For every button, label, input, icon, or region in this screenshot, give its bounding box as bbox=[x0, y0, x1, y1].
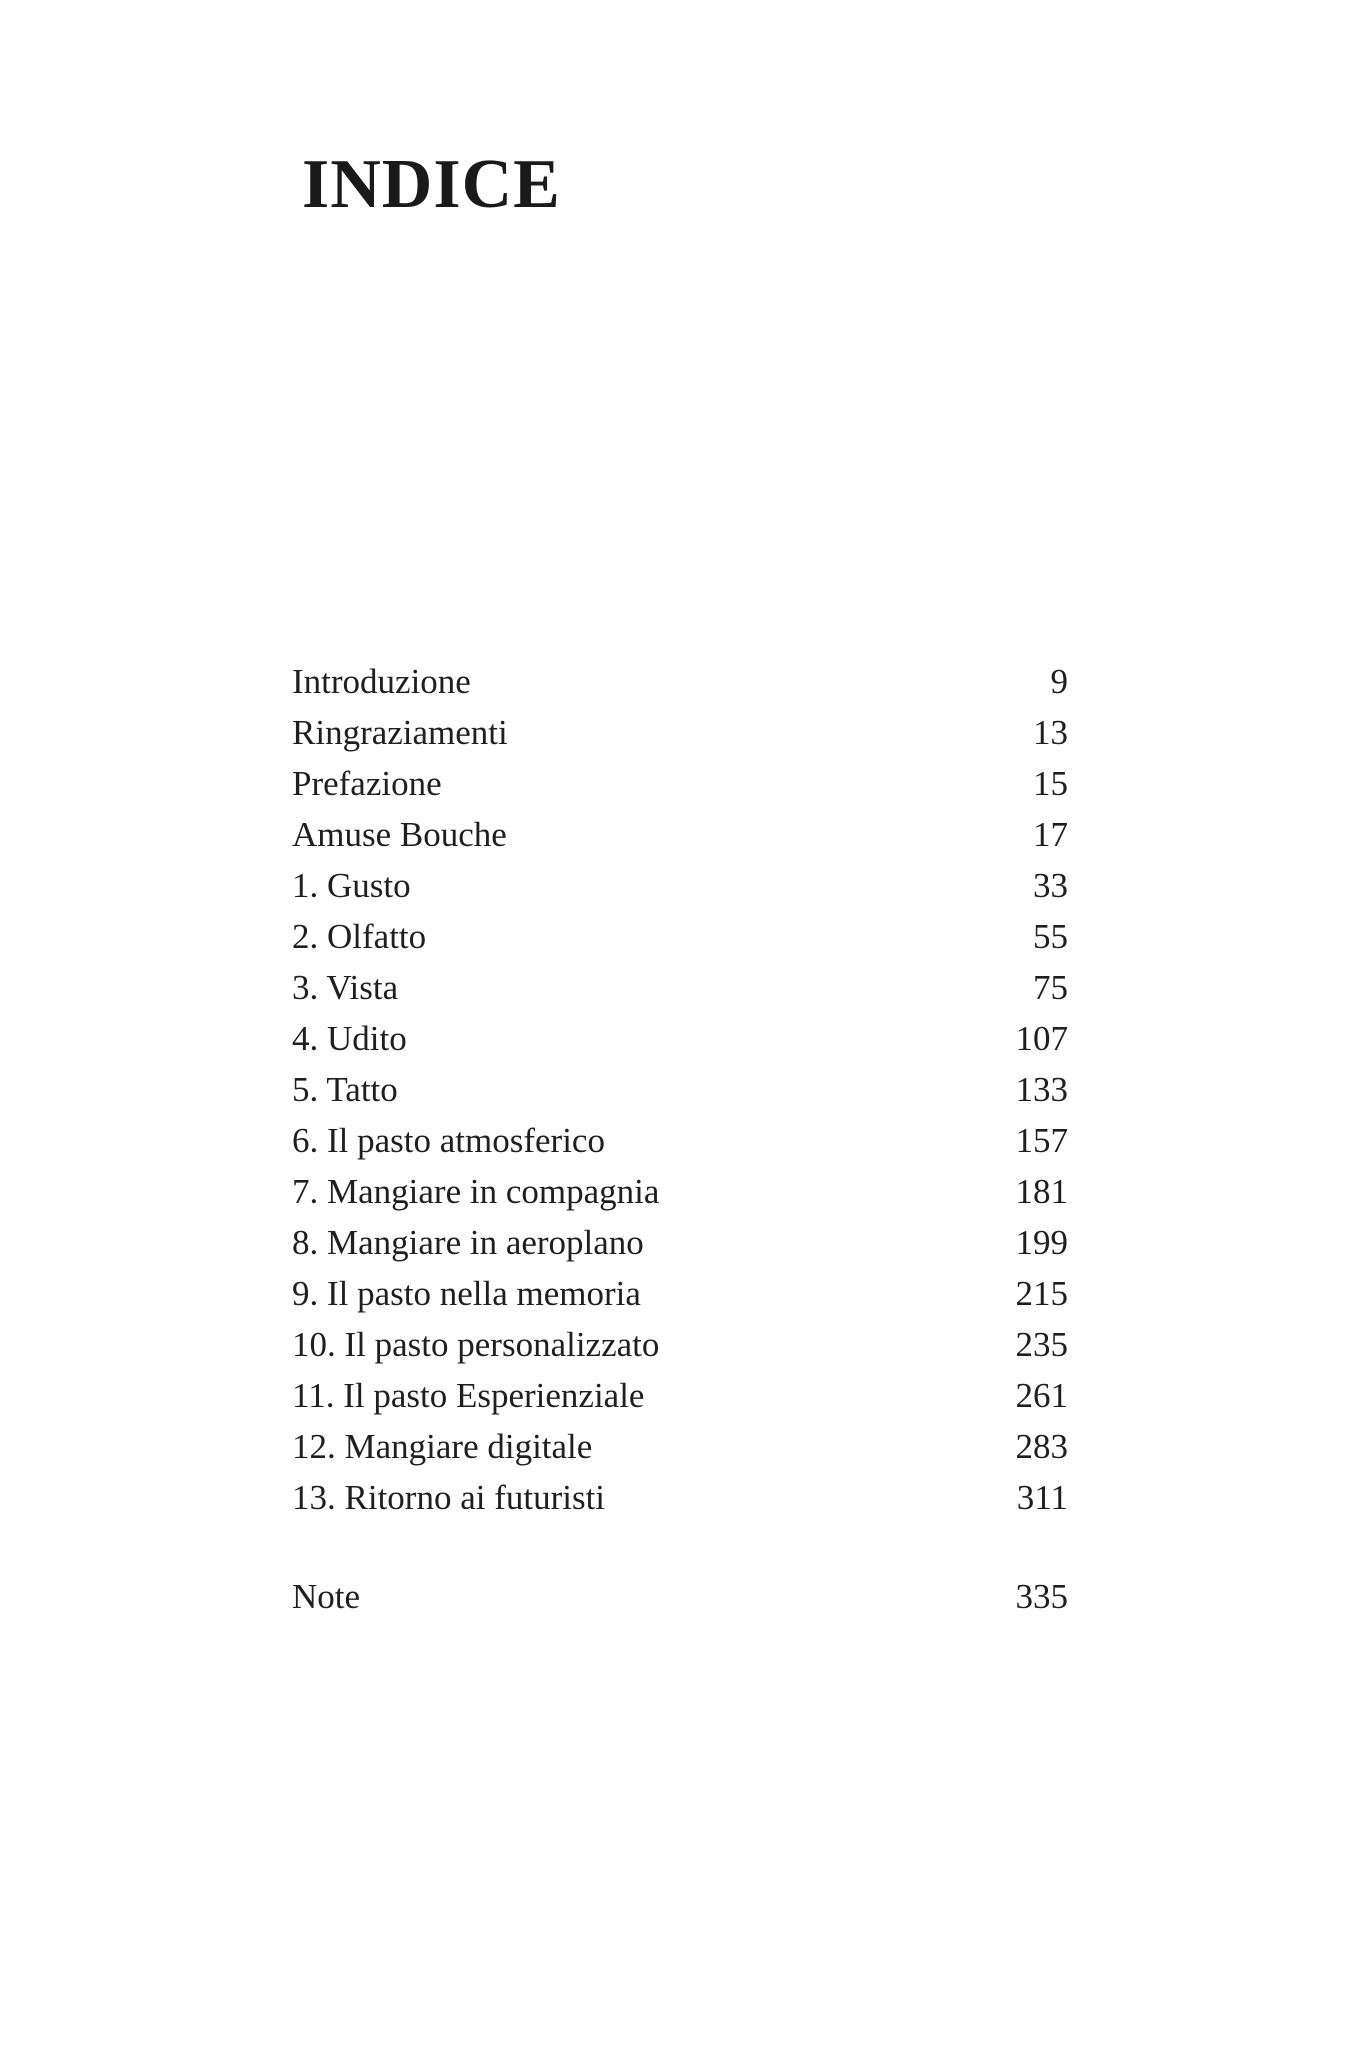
toc-entry-title: 10. Il pasto personalizzato bbox=[292, 1325, 660, 1364]
toc-entry-tatto bbox=[292, 1064, 1068, 1115]
toc-entry-mangiare-in-aeroplano bbox=[292, 1217, 1068, 1268]
toc-entry-title: Prefazione bbox=[292, 764, 442, 803]
toc-entry-pasto-personalizzato bbox=[292, 1319, 1068, 1370]
toc-entry-title: 1. Gusto bbox=[292, 866, 411, 905]
toc-entry-page: 283 bbox=[1015, 1427, 1068, 1466]
toc-entry-title: 11. Il pasto Esperienziale bbox=[292, 1376, 645, 1415]
toc-entry-udito bbox=[292, 1013, 1068, 1064]
toc-entry-title: 13. Ritorno ai futuristi bbox=[292, 1478, 606, 1517]
toc-entry-page: 33 bbox=[1033, 866, 1068, 905]
toc-entry-note bbox=[292, 1571, 1068, 1622]
toc-entry-pasto-nella-memoria bbox=[292, 1268, 1068, 1319]
toc-entry-page: 75 bbox=[1033, 968, 1068, 1007]
toc-entry-page: 215 bbox=[1015, 1274, 1068, 1313]
toc-entry-title: 4. Udito bbox=[292, 1019, 407, 1058]
toc-entry-title: 12. Mangiare digitale bbox=[292, 1427, 593, 1466]
toc-entry-vista bbox=[292, 962, 1068, 1013]
toc-entry-page: 55 bbox=[1033, 917, 1068, 956]
toc-entry-title: Note bbox=[292, 1577, 361, 1616]
toc-entry-title: Ringraziamenti bbox=[292, 713, 508, 752]
toc-entry-page: 15 bbox=[1033, 764, 1068, 803]
toc-entry-title: Introduzione bbox=[292, 662, 471, 701]
toc-entry-page: 133 bbox=[1015, 1070, 1068, 1109]
toc-entry-pasto-esperienziale bbox=[292, 1370, 1068, 1421]
toc-entry-page: 199 bbox=[1015, 1223, 1068, 1262]
toc-entry-prefazione bbox=[292, 758, 1068, 809]
toc-entry-title: 3. Vista bbox=[292, 968, 399, 1007]
toc-entry-title: 7. Mangiare in compagnia bbox=[292, 1172, 660, 1211]
toc-entry-page: 335 bbox=[1015, 1577, 1068, 1616]
toc-entry-mangiare-in-compagnia bbox=[292, 1166, 1068, 1217]
toc-entry-title: 2. Olfatto bbox=[292, 917, 427, 956]
toc-entry-title: 6. Il pasto atmosferico bbox=[292, 1121, 605, 1160]
toc-entry-ritorno-ai-futuristi bbox=[292, 1472, 1068, 1523]
toc-entry-gusto bbox=[292, 860, 1068, 911]
toc-entry-page: 261 bbox=[1015, 1376, 1068, 1415]
table-of-contents bbox=[292, 656, 1068, 1622]
toc-entry-title: 9. Il pasto nella memoria bbox=[292, 1274, 641, 1313]
page-title: INDICE bbox=[302, 146, 561, 223]
toc-entry-page: 157 bbox=[1015, 1121, 1068, 1160]
toc-entry-mangiare-digitale bbox=[292, 1421, 1068, 1472]
toc-entry-page: 311 bbox=[1016, 1478, 1068, 1517]
toc-entry-title: 5. Tatto bbox=[292, 1070, 398, 1109]
toc-entry-page: 13 bbox=[1033, 713, 1068, 752]
toc-entry-page: 17 bbox=[1033, 815, 1068, 854]
toc-entry-page: 181 bbox=[1015, 1172, 1068, 1211]
toc-entry-introduzione bbox=[292, 656, 1068, 707]
toc-entry-page: 9 bbox=[1050, 662, 1068, 701]
toc-entry-title: 8. Mangiare in aeroplano bbox=[292, 1223, 644, 1262]
toc-entry-ringraziamenti bbox=[292, 707, 1068, 758]
toc-entry-amuse-bouche bbox=[292, 809, 1068, 860]
toc-entry-page: 235 bbox=[1015, 1325, 1068, 1364]
toc-entry-title: Amuse Bouche bbox=[292, 815, 507, 854]
toc-entry-pasto-atmosferico bbox=[292, 1115, 1068, 1166]
toc-entry-page: 107 bbox=[1015, 1019, 1068, 1058]
toc-entry-olfatto bbox=[292, 911, 1068, 962]
